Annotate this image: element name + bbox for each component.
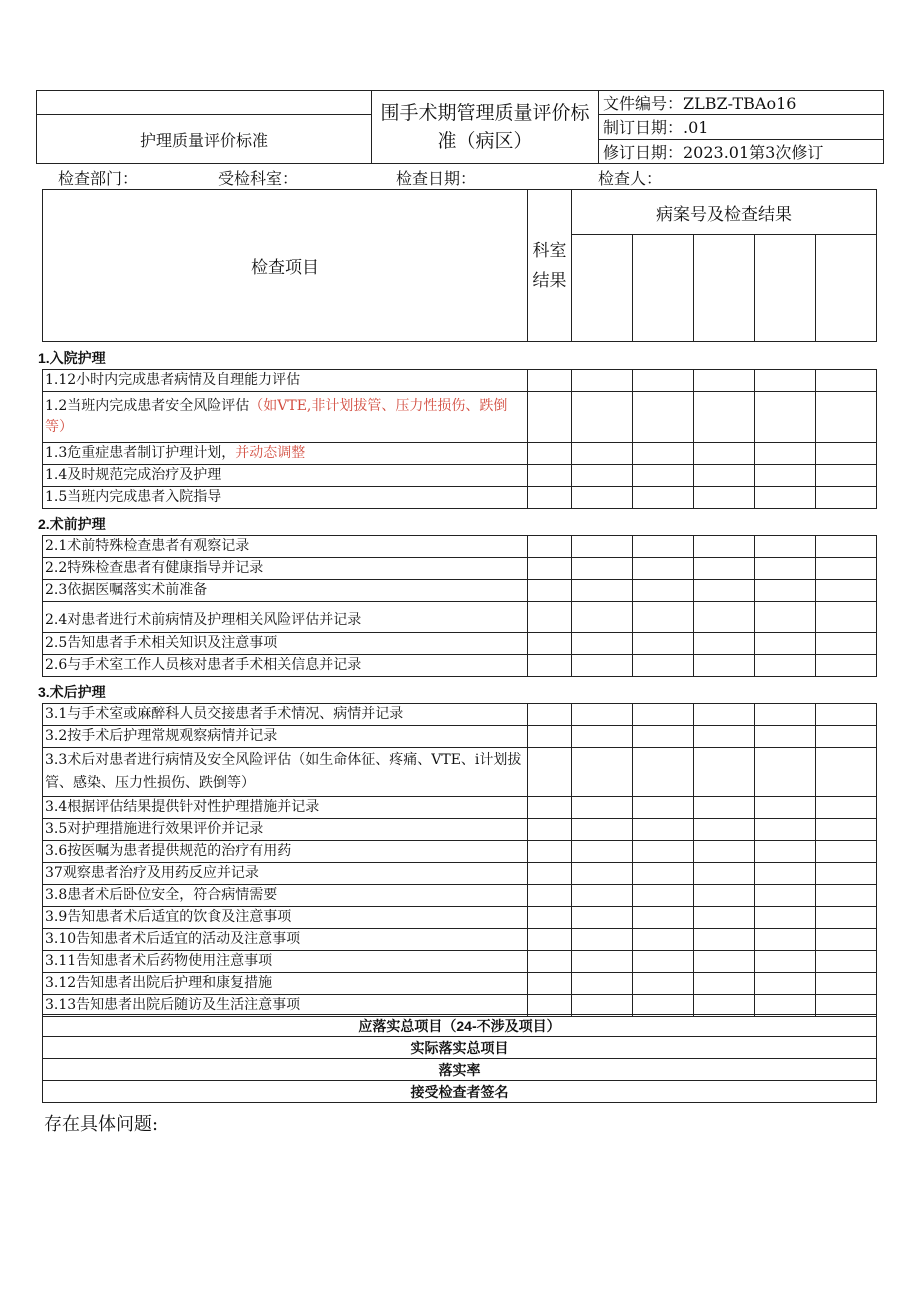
check-item-1-1: 1.12小时内完成患者病情及自理能力评估 (43, 370, 528, 392)
case-result-cell[interactable] (755, 370, 816, 392)
case-result-cell[interactable] (572, 885, 633, 907)
check-item-2-2: 2.2特殊检查患者有健康指导并记录 (43, 558, 528, 580)
case-result-cell[interactable] (694, 633, 755, 655)
case-result-cell[interactable] (633, 487, 694, 509)
dept-result-cell[interactable] (528, 536, 572, 558)
case-column-1[interactable] (572, 235, 633, 342)
case-result-cell[interactable] (694, 655, 755, 677)
case-result-cell[interactable] (572, 748, 633, 797)
header-blank-cell (37, 91, 372, 115)
case-result-cell[interactable] (755, 748, 816, 797)
case-result-cell[interactable] (755, 655, 816, 677)
case-result-cell[interactable] (816, 602, 877, 633)
case-result-cell[interactable] (633, 951, 694, 973)
dept-result-header: 科室结果 (528, 190, 572, 342)
summary-actual-total[interactable]: 实际落实总项目 (43, 1037, 877, 1059)
case-result-cell[interactable] (633, 370, 694, 392)
case-result-cell[interactable] (755, 929, 816, 951)
section-table-preoperative (42, 535, 877, 677)
check-item-3-9: 3.9告知患者术后适宜的饮食及注意事项 (43, 907, 528, 929)
case-result-cell[interactable] (816, 633, 877, 655)
document-title: 围手术期管理质量评价标准（病区） (372, 91, 599, 164)
case-result-cell[interactable] (816, 841, 877, 863)
case-result-cell[interactable] (633, 907, 694, 929)
case-result-cell[interactable] (694, 392, 755, 443)
case-result-cell[interactable] (755, 558, 816, 580)
check-item-3-3: 3.3术后对患者进行病情及安全风险评估（如生命体征、疼痛、VTE、i计划拔管、感染、压力性损伤、跌倒等） (43, 748, 528, 797)
case-result-cell[interactable] (694, 704, 755, 726)
dept-result-cell[interactable] (528, 704, 572, 726)
existing-issues-label: 存在具体问题: (44, 1114, 159, 1135)
case-result-cell[interactable] (633, 392, 694, 443)
case-result-cell[interactable] (572, 465, 633, 487)
case-result-cell[interactable] (755, 797, 816, 819)
case-result-cell[interactable] (694, 558, 755, 580)
case-result-cell[interactable] (816, 748, 877, 797)
inspection-dept-label: 检查部门： (58, 169, 139, 188)
case-result-cell[interactable] (755, 951, 816, 973)
case-result-cell[interactable] (694, 863, 755, 885)
case-result-cell[interactable] (633, 748, 694, 797)
check-item-1-3: 1.3危重症患者制订护理计划，并动态调整 (43, 443, 528, 465)
document-header (36, 90, 884, 164)
dept-result-cell[interactable] (528, 951, 572, 973)
document-category: 护理质量评价标准 (37, 115, 372, 164)
case-result-cell[interactable] (572, 370, 633, 392)
case-result-cell[interactable] (816, 487, 877, 509)
check-item-1-2-note: （如VTE,非计划拔管、压力性损伤、跌倒等） (45, 398, 508, 435)
case-result-cell[interactable] (633, 602, 694, 633)
case-result-cell[interactable] (694, 951, 755, 973)
check-item-3-11: 3.11告知患者术后药物使用注意事项 (43, 951, 528, 973)
check-item-header: 检查项目 (43, 190, 528, 342)
case-result-cell[interactable] (816, 370, 877, 392)
case-column-5[interactable] (816, 235, 877, 342)
dept-result-cell[interactable] (528, 370, 572, 392)
case-result-cell[interactable] (633, 885, 694, 907)
case-result-cell[interactable] (755, 487, 816, 509)
case-result-cell[interactable] (755, 465, 816, 487)
dept-result-cell[interactable] (528, 748, 572, 797)
case-result-cell[interactable] (633, 819, 694, 841)
case-result-cell[interactable] (694, 602, 755, 633)
dept-result-cell[interactable] (528, 797, 572, 819)
case-result-cell[interactable] (755, 863, 816, 885)
case-result-cell[interactable] (816, 465, 877, 487)
check-item-1-2: 1.2当班内完成患者安全风险评估（如VTE,非计划拔管、压力性损伤、跌倒等） (43, 392, 528, 443)
case-result-cell[interactable] (816, 863, 877, 885)
case-result-cell[interactable] (633, 655, 694, 677)
inspector-label: 检查人： (598, 169, 663, 188)
file-number: 文件编号：ZLBZ-TBAo16 (599, 91, 884, 115)
case-result-cell[interactable] (633, 443, 694, 465)
dept-result-cell[interactable] (528, 929, 572, 951)
dept-result-cell[interactable] (528, 819, 572, 841)
case-result-cell[interactable] (694, 929, 755, 951)
dept-result-cell[interactable] (528, 863, 572, 885)
check-item-3-8: 3.8患者术后卧位安全，符合病情需要 (43, 885, 528, 907)
dept-result-cell[interactable] (528, 655, 572, 677)
case-result-cell[interactable] (572, 973, 633, 995)
case-result-cell[interactable] (572, 558, 633, 580)
case-result-cell[interactable] (816, 797, 877, 819)
case-result-cell[interactable] (572, 536, 633, 558)
case-result-cell[interactable] (816, 929, 877, 951)
check-item-3-1: 3.1与手术室或麻醉科人员交接患者手术情况、病情并记录 (43, 704, 528, 726)
check-item-3-13: 3.13告知患者出院后随访及生活注意事项 (43, 995, 528, 1017)
case-result-cell[interactable] (755, 973, 816, 995)
case-result-cell[interactable] (633, 726, 694, 748)
dept-result-cell[interactable] (528, 907, 572, 929)
summary-table (42, 1014, 877, 1103)
case-result-cell[interactable] (755, 633, 816, 655)
check-item-3-7: 37观察患者治疗及用药反应并记录 (43, 863, 528, 885)
case-result-cell[interactable] (633, 929, 694, 951)
case-result-cell[interactable] (816, 580, 877, 602)
case-result-cell[interactable] (633, 704, 694, 726)
check-item-1-3-note: 并动态调整 (235, 445, 306, 461)
case-result-cell[interactable] (694, 465, 755, 487)
case-result-cell[interactable] (755, 841, 816, 863)
check-item-3-5: 3.5对护理措施进行效果评价并记录 (43, 819, 528, 841)
case-result-cell[interactable] (572, 726, 633, 748)
case-result-cell[interactable] (755, 704, 816, 726)
case-result-cell[interactable] (816, 819, 877, 841)
dept-result-cell[interactable] (528, 973, 572, 995)
dept-result-cell[interactable] (528, 633, 572, 655)
case-column-3[interactable] (694, 235, 755, 342)
check-item-3-10: 3.10告知患者术后适宜的活动及注意事项 (43, 929, 528, 951)
check-item-3-12: 3.12告知患者出院后护理和康复措施 (43, 973, 528, 995)
case-result-cell[interactable] (694, 797, 755, 819)
case-result-cell[interactable] (816, 951, 877, 973)
case-result-cell[interactable] (572, 392, 633, 443)
section-title-preoperative: 2.术前护理 (38, 516, 106, 532)
case-result-cell[interactable] (572, 907, 633, 929)
case-result-cell[interactable] (816, 392, 877, 443)
case-result-cell[interactable] (572, 602, 633, 633)
revised-date: 修订日期：2023.01第3次修订 (599, 139, 884, 163)
case-result-cell[interactable] (633, 580, 694, 602)
dept-result-cell[interactable] (528, 726, 572, 748)
check-item-2-6: 2.6与手术室工作人员核对患者手术相关信息并记录 (43, 655, 528, 677)
case-result-cell[interactable] (572, 580, 633, 602)
summary-required-total[interactable]: 应落实总项目（24-不涉及项目） (43, 1015, 877, 1037)
case-column-2[interactable] (633, 235, 694, 342)
case-result-cell[interactable] (694, 841, 755, 863)
case-result-cell[interactable] (572, 797, 633, 819)
dept-result-cell[interactable] (528, 443, 572, 465)
section-table-admission (42, 369, 877, 509)
case-result-cell[interactable] (633, 797, 694, 819)
dept-result-cell[interactable] (528, 580, 572, 602)
case-result-cell[interactable] (816, 704, 877, 726)
dept-result-cell[interactable] (528, 885, 572, 907)
case-result-cell[interactable] (694, 443, 755, 465)
case-result-cell[interactable] (755, 443, 816, 465)
case-result-cell[interactable] (633, 841, 694, 863)
case-result-cell[interactable] (755, 726, 816, 748)
case-result-cell[interactable] (572, 633, 633, 655)
check-item-3-6: 3.6按医嘱为患者提供规范的治疗有用药 (43, 841, 528, 863)
summary-inspectee-signature[interactable]: 接受检查者签名 (43, 1081, 877, 1103)
case-result-cell[interactable] (816, 536, 877, 558)
section-title-admission: 1.入院护理 (38, 350, 106, 366)
case-result-cell[interactable] (755, 392, 816, 443)
case-result-cell[interactable] (755, 907, 816, 929)
case-result-cell[interactable] (755, 819, 816, 841)
summary-implementation-rate[interactable]: 落实率 (43, 1059, 877, 1081)
case-result-cell[interactable] (816, 558, 877, 580)
case-result-cell[interactable] (694, 487, 755, 509)
inspected-ward-label: 受检科室： (218, 169, 299, 188)
check-item-2-4: 2.4对患者进行术前病情及护理相关风险评估并记录 (43, 602, 528, 633)
case-result-cell[interactable] (694, 580, 755, 602)
case-result-cell[interactable] (694, 885, 755, 907)
case-result-cell[interactable] (633, 863, 694, 885)
check-item-1-5: 1.5当班内完成患者入院指导 (43, 487, 528, 509)
case-result-cell[interactable] (816, 726, 877, 748)
case-result-cell[interactable] (755, 580, 816, 602)
case-result-cell[interactable] (633, 558, 694, 580)
case-result-cell[interactable] (694, 748, 755, 797)
case-result-cell[interactable] (816, 885, 877, 907)
case-result-cell[interactable] (816, 655, 877, 677)
check-item-3-2: 3.2按手术后护理常规观察病情并记录 (43, 726, 528, 748)
case-result-cell[interactable] (694, 907, 755, 929)
section-table-postoperative (42, 703, 877, 1017)
dept-result-cell[interactable] (528, 841, 572, 863)
case-column-4[interactable] (755, 235, 816, 342)
made-date: 制订日期：.01 (599, 115, 884, 139)
check-item-2-5: 2.5告知患者手术相关知识及注意事项 (43, 633, 528, 655)
case-result-cell[interactable] (572, 704, 633, 726)
case-result-cell[interactable] (633, 536, 694, 558)
case-result-cell[interactable] (694, 370, 755, 392)
dept-result-cell[interactable] (528, 465, 572, 487)
case-result-cell[interactable] (572, 487, 633, 509)
case-result-cell[interactable] (816, 973, 877, 995)
dept-result-cell[interactable] (528, 602, 572, 633)
case-result-cell[interactable] (694, 973, 755, 995)
case-result-cell[interactable] (633, 633, 694, 655)
case-result-cell[interactable] (755, 602, 816, 633)
dept-result-cell[interactable] (528, 392, 572, 443)
case-result-cell[interactable] (816, 907, 877, 929)
case-result-cell[interactable] (572, 841, 633, 863)
case-result-cell[interactable] (572, 655, 633, 677)
case-result-cell[interactable] (694, 819, 755, 841)
inspection-meta (0, 166, 920, 188)
case-result-cell[interactable] (816, 443, 877, 465)
case-result-cell[interactable] (694, 726, 755, 748)
dept-result-cell[interactable] (528, 487, 572, 509)
dept-result-cell[interactable] (528, 558, 572, 580)
case-result-cell[interactable] (694, 536, 755, 558)
case-result-cell[interactable] (755, 536, 816, 558)
table-header (42, 189, 877, 342)
section-title-postoperative: 3.术后护理 (38, 684, 106, 700)
case-result-cell[interactable] (572, 863, 633, 885)
case-result-cell[interactable] (633, 973, 694, 995)
case-result-cell[interactable] (572, 443, 633, 465)
check-item-2-1: 2.1术前特殊检查患者有观察记录 (43, 536, 528, 558)
check-item-2-3: 2.3依据医嘱落实术前准备 (43, 580, 528, 602)
check-item-3-4: 3.4根据评估结果提供针对性护理措施并记录 (43, 797, 528, 819)
inspection-date-label: 检查日期： (396, 169, 477, 188)
case-result-cell[interactable] (572, 929, 633, 951)
case-result-cell[interactable] (572, 819, 633, 841)
case-results-header: 病案号及检查结果 (572, 190, 877, 235)
check-item-1-4: 1.4及时规范完成治疗及护理 (43, 465, 528, 487)
case-result-cell[interactable] (755, 885, 816, 907)
case-result-cell[interactable] (633, 465, 694, 487)
case-result-cell[interactable] (572, 951, 633, 973)
